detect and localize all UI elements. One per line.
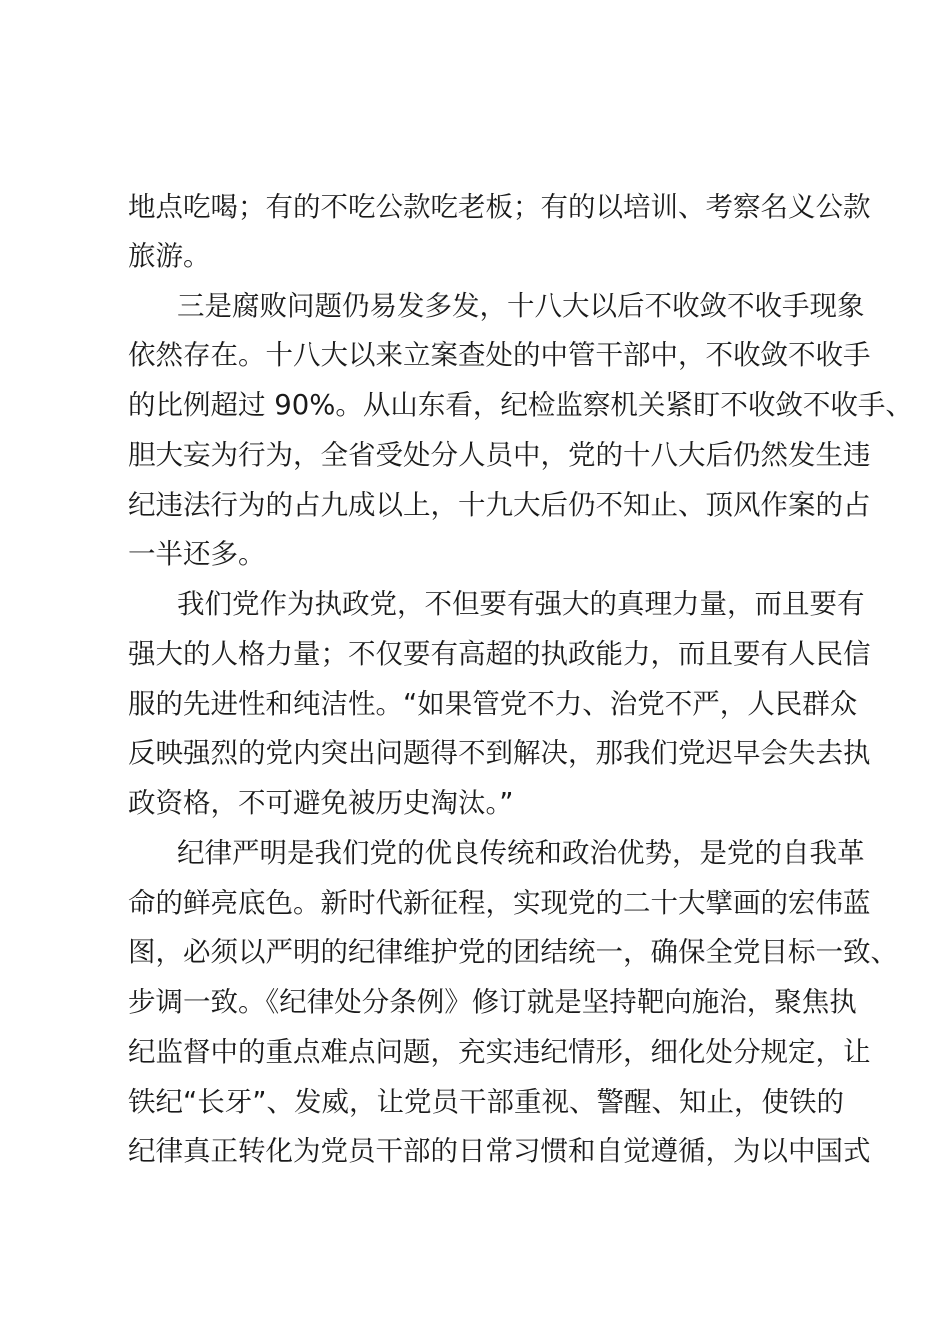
text-line: 一半还多。: [128, 538, 266, 570]
paragraph-first-line: 我们党作为执政党，不但要有强大的真理力量，而且要有: [177, 588, 865, 620]
text-line: 步调一致。《纪律处分条例》修订就是坚持靶向施治，聚焦执: [128, 986, 857, 1018]
text-line: 纪监督中的重点难点问题，充实违纪情形，细化处分规定，让: [128, 1036, 871, 1068]
text-line: 强大的人格力量；不仅要有高超的执政能力，而且要有人民信: [128, 638, 871, 670]
text-line: 图，必须以严明的纪律维护党的团结统一，确保全党目标一致、: [128, 936, 898, 968]
text-line: 政资格，不可避免被历史淘汰。”: [128, 787, 514, 819]
text-line: 的比例超过 90%。从山东看，纪检监察机关紧盯不收敛不收手、: [128, 389, 913, 421]
text-line: 纪律真正转化为党员干部的日常习惯和自觉遵循，为以中国式: [128, 1135, 871, 1167]
text-line: 胆大妄为行为，全省受处分人员中，党的十八大后仍然发生违: [128, 439, 871, 471]
text-line: 反映强烈的党内突出问题得不到解决，那我们党迟早会失去执: [128, 737, 871, 769]
text-line: 旅游。: [128, 240, 211, 272]
text-line: 纪违法行为的占九成以上，十九大后仍不知止、顶风作案的占: [128, 489, 871, 521]
text-line: 命的鲜亮底色。新时代新征程，实现党的二十大擘画的宏伟蓝: [128, 887, 871, 919]
text-line: 地点吃喝；有的不吃公款吃老板；有的以培训、考察名义公款: [128, 191, 871, 223]
text-line: 服的先进性和纯洁性。“如果管党不力、治党不严，人民群众: [128, 688, 858, 720]
text-line: 依然存在。十八大以来立案查处的中管干部中，不收敛不收手: [128, 339, 871, 371]
text-line: 铁纪“长牙”、发威，让党员干部重视、警醒、知止，使铁的: [128, 1086, 844, 1118]
paragraph-first-line: 三是腐败问题仍易发多发，十八大以后不收敛不收手现象: [177, 290, 865, 322]
paragraph-first-line: 纪律严明是我们党的优良传统和政治优势，是党的自我革: [177, 837, 865, 869]
